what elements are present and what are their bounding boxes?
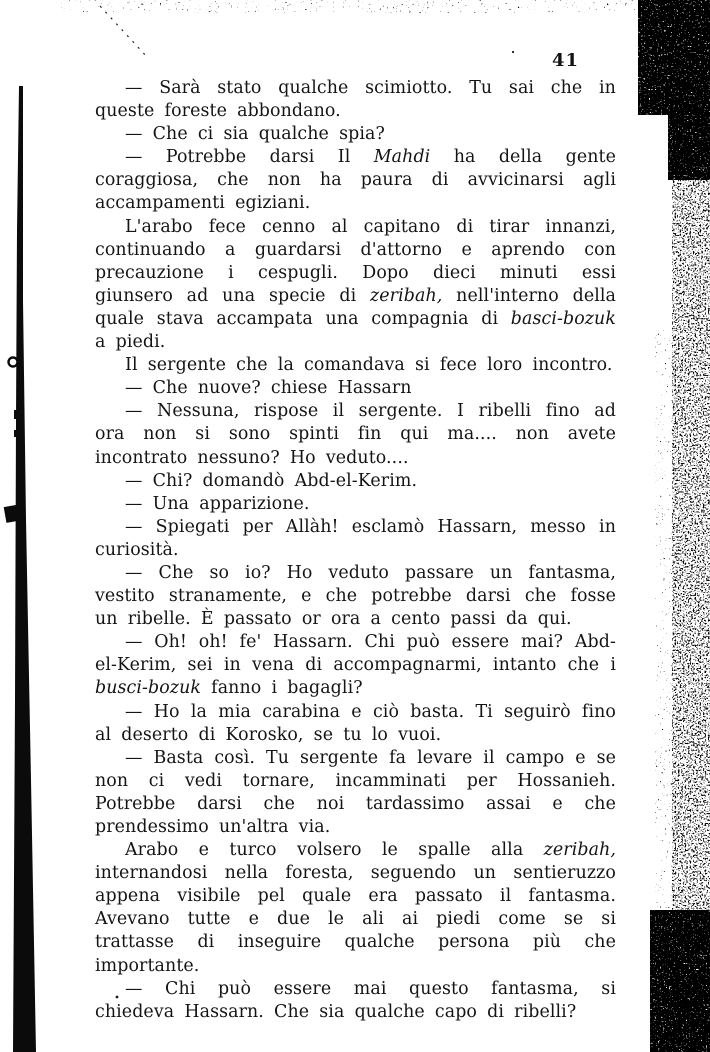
text-run: fanno i bagagli? bbox=[201, 678, 363, 699]
text-run: Arabo e turco volsero le spalle alla bbox=[125, 840, 544, 861]
paragraph bbox=[95, 493, 616, 516]
paragraph bbox=[95, 701, 616, 747]
text-run: — Nessuna, rispose il sergente. I ribelli fino ad ora non si sono spinti fin qui ma.... non avete incontrato nessuno? Ho veduto.... bbox=[95, 401, 616, 468]
scan-bar-left bbox=[13, 86, 36, 1052]
paragraph bbox=[95, 377, 616, 400]
text-run: nell'interno della quale stava accampata una compagnia di bbox=[95, 285, 616, 329]
paragraph bbox=[95, 516, 616, 562]
text-run: — Che so io? Ho veduto passare un fantasma, vestito stranamente, e che potrebbe darsi che fosse un ribelle. È passato or ora a cento passi da qui. bbox=[95, 562, 616, 630]
paragraph bbox=[95, 216, 616, 355]
paragraph bbox=[95, 123, 616, 146]
text-run: — Oh! oh! fe' Hassarn. Chi può essere mai? Abd-el-Kerim, sei in vena di accompagnarmi, intanto che i bbox=[95, 632, 616, 676]
italic-term: basci-bozuk bbox=[510, 308, 616, 329]
italic-term: zeribah, bbox=[543, 840, 616, 861]
paragraph bbox=[95, 146, 616, 215]
text-run: — Potrebbe darsi Il bbox=[125, 147, 374, 168]
paragraph bbox=[95, 747, 616, 839]
scan-noise-right bbox=[672, 100, 710, 1052]
text-run: internandosi nella foresta, seguendo un sentieruzzo appena visibile pel quale era passato il fantasma. Avevano tutte e due le ali ai piedi come se si trattasse di inseguire qualche persona più che importante. bbox=[95, 863, 616, 976]
scan-noise-corner-br bbox=[650, 910, 710, 1052]
text-run: — Che ci sia qualche spia? bbox=[125, 124, 385, 145]
scan-noise-top bbox=[60, 0, 700, 13]
scan-noise-corner-tr bbox=[638, 0, 710, 115]
text-run: L'arabo fece cenno al capitano di tirar innanzi, continuando a guardarsi d'attorno e aprendo con precauzione i cespugli. Dopo dieci minuti essi giunsero ad una specie di bbox=[95, 216, 616, 306]
text-run: — Ho la mia carabina e ciò basta. Ti seguirò fino al deserto di Korosko, se tu lo vuoi. bbox=[95, 701, 616, 745]
text-run: — Spiegati per Allàh! esclamò Hassarn, messo in curiosità. bbox=[95, 516, 616, 560]
paragraph bbox=[95, 354, 616, 377]
paragraph bbox=[95, 77, 616, 123]
text-run: — Chi può essere mai questo fantasma, si chiedeva Hassarn. Che sia qualche capo di ribelli? bbox=[95, 978, 616, 1022]
scan-scratch bbox=[100, 6, 148, 58]
text-run: — Basta così. Tu sergente fa levare il campo e se non ci vedi tornare, incamminati per Hossanieh. Potrebbe darsi che noi tardassimo assai e che prendessimo un'altra via. bbox=[95, 747, 616, 837]
italic-term: zeribah, bbox=[370, 285, 443, 306]
paragraph bbox=[95, 631, 616, 700]
text-run: — Sarà stato qualche scimiotto. Tu sai che in queste foreste abbondano. bbox=[95, 78, 616, 122]
text-run: a piedi. bbox=[95, 332, 166, 353]
paragraph bbox=[95, 839, 616, 978]
text-run: — Una apparizione. bbox=[125, 493, 310, 514]
italic-term: busci-bozuk bbox=[95, 678, 202, 699]
text-run: Il sergente che la comandava si fece loro incontro. bbox=[125, 355, 613, 376]
text-run: — Che nuove? chiese Hassarn bbox=[125, 378, 412, 399]
paragraph bbox=[95, 470, 616, 493]
paragraph bbox=[95, 978, 616, 1024]
paragraph bbox=[95, 400, 616, 469]
text-column bbox=[95, 77, 616, 1024]
text-run: — Chi? domandò Abd-el-Kerim. bbox=[125, 470, 418, 491]
scan-ring-mark bbox=[9, 358, 18, 367]
text-run: ha della gente coraggiosa, che non ha paura di avvicinarsi agli accampamenti egiziani. bbox=[95, 147, 616, 214]
page-number: 41 bbox=[552, 50, 580, 71]
italic-term: Mahdi bbox=[373, 147, 431, 168]
paragraph bbox=[95, 562, 616, 631]
